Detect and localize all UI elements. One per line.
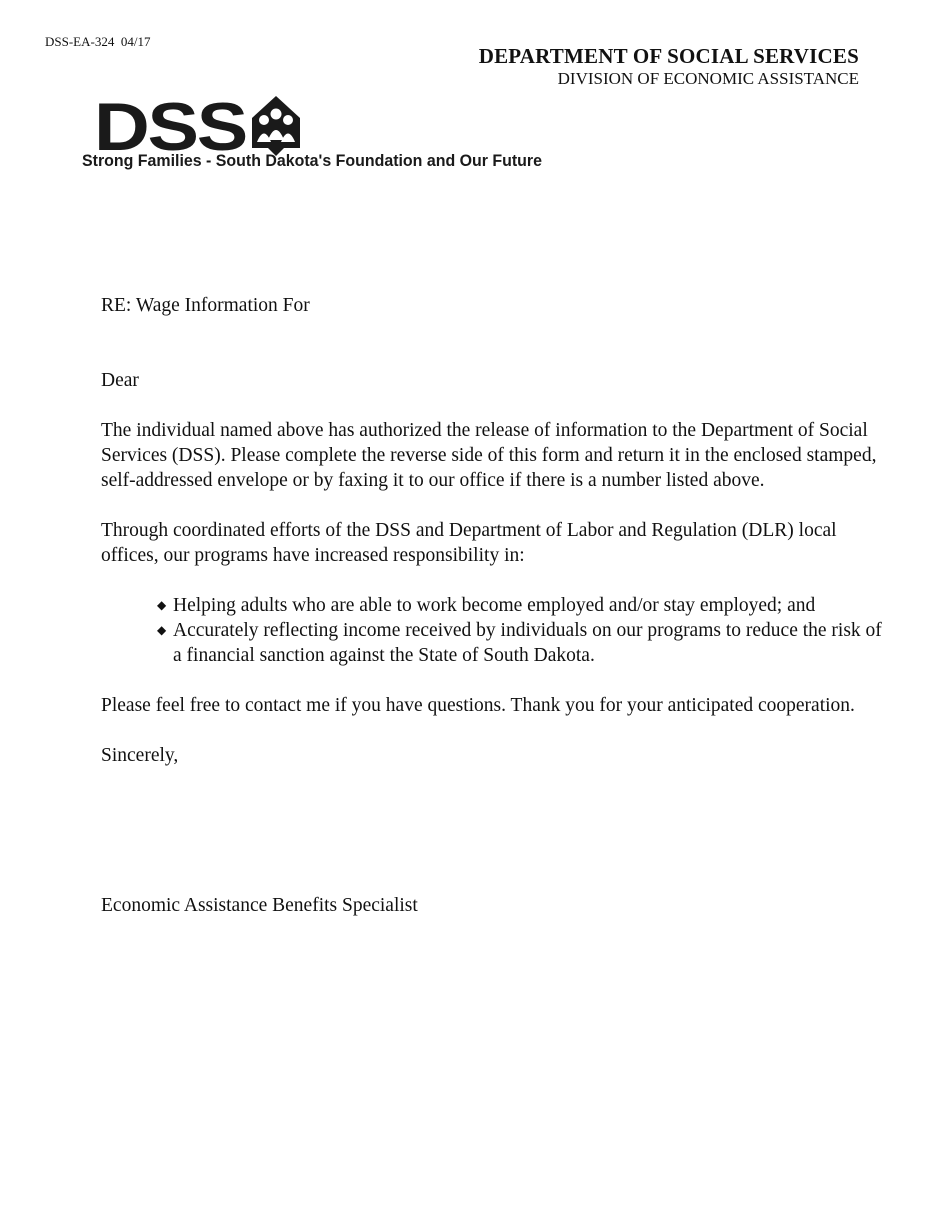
- list-item-text: Helping adults who are able to work become employed and/or stay employed; and: [173, 595, 816, 616]
- diamond-bullet-icon: ◆: [157, 598, 167, 612]
- department-header: [479, 43, 859, 89]
- family-house-icon: [252, 96, 300, 156]
- signature-title: Economic Assistance Benefits Specialist: [101, 895, 418, 916]
- list-item: [157, 618, 891, 668]
- paragraph-authorization: The individual named above has authorized the release of information to the Department of Social Services (DSS). Please complete the reverse side of this form and return it in the enclosed stamped, self-addressed envelope or by faxing it to our office if there is a number listed above.: [101, 420, 877, 491]
- division-name: DIVISION OF ECONOMIC ASSISTANCE: [557, 69, 859, 88]
- letter-body: [101, 293, 891, 918]
- department-name: DEPARTMENT OF SOCIAL SERVICES: [478, 44, 859, 68]
- re-line: RE: Wage Information For: [101, 295, 310, 316]
- responsibility-list: [101, 593, 891, 668]
- closing: Sincerely,: [101, 745, 179, 766]
- list-item-text: Accurately reflecting income received by individuals on our programs to reduce the risk of a financial sanction against the State of South Dakota.: [173, 620, 882, 666]
- logo-wordmark: DSS: [94, 90, 246, 165]
- logo-tagline: Strong Families - South Dakota's Foundation and Our Future: [82, 151, 542, 170]
- list-item: [157, 593, 891, 618]
- form-code: DSS-EA-324 04/17: [45, 34, 151, 49]
- paragraph-coordination: Through coordinated efforts of the DSS and Department of Labor and Regulation (DLR) local offices, our programs have increased responsibility in:: [101, 520, 837, 566]
- paragraph-contact: Please feel free to contact me if you have questions. Thank you for your anticipated cooperation.: [101, 695, 855, 716]
- salutation: Dear: [101, 370, 139, 391]
- dss-logo: [80, 90, 550, 175]
- diamond-bullet-icon: ◆: [157, 623, 167, 637]
